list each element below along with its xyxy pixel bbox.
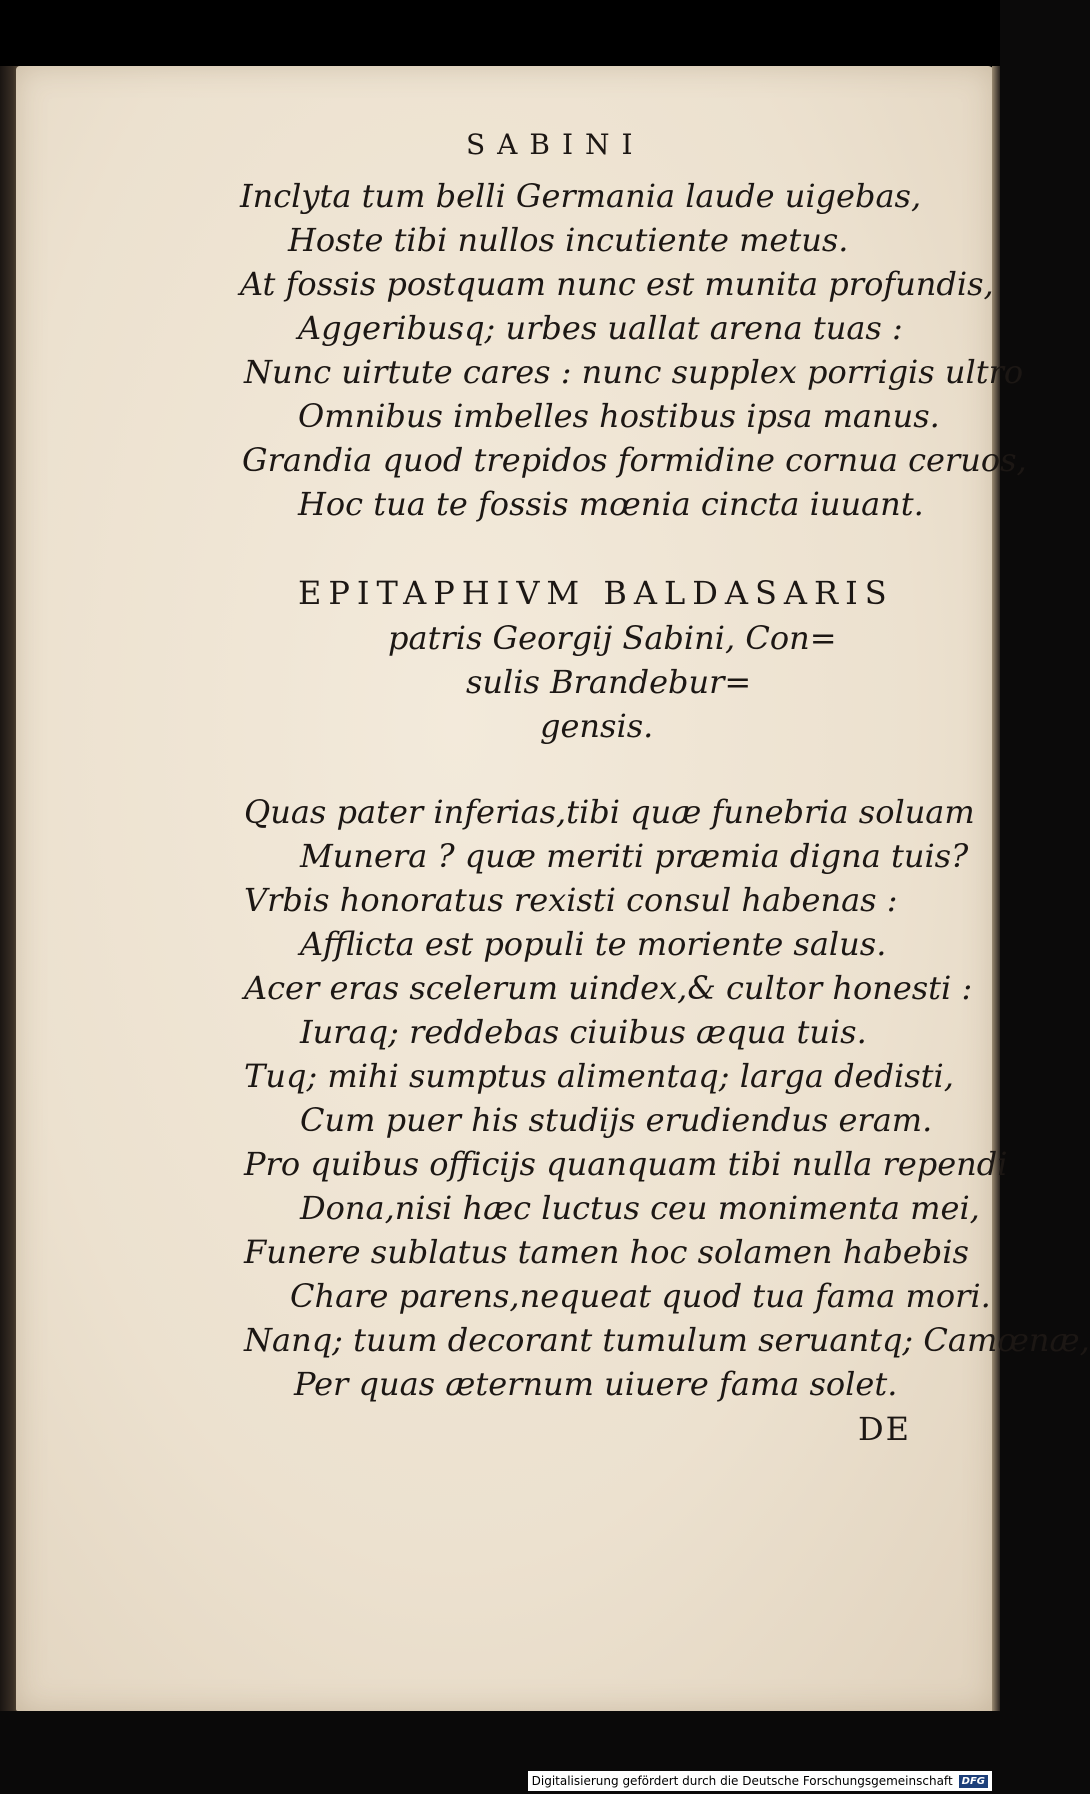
dfg-logo: DFG [959,1775,988,1788]
verse-line: Hoc tua te fossis mœnia cincta iuuant. [298,485,924,523]
verse-line: Munera ? quæ meriti præmia digna tuis? [300,837,969,875]
verse-line: Afflicta est populi te moriente salus. [300,925,887,963]
verse-line: Funere sublatus tamen hoc solamen habebis [244,1233,969,1271]
verse-line: Hoste tibi nullos incutiente metus. [288,221,849,259]
running-head: SABINI [466,128,645,161]
verse-line: Tuq; mihi sumptus alimentaq; larga dedisti, [244,1057,954,1095]
verse-line: Cum puer his studijs erudiendus eram. [300,1101,933,1139]
epitaph-subtitle-line: gensis. [540,707,654,745]
verse-line: Grandia quod trepidos formidine cornua ceruos, [242,441,1027,479]
verse-line: Dona,nisi hæc luctus ceu monimenta mei, [300,1189,980,1227]
epitaph-subtitle-line: sulis Brandebur= [466,663,752,701]
verse-line: Nanq; tuum decorant tumulum seruantq; Camœnæ, [244,1321,1090,1359]
credit-text: Digitalisierung gefördert durch die Deutsche Forschungsgemeinschaft [531,1774,953,1788]
verse-line: Pro quibus officijs quanquam tibi nulla rependi [244,1145,1008,1183]
verse-line: Quas pater inferias,tibi quæ funebria soluam [244,793,975,831]
epitaph-title: EPITAPHIVM BALDASARIS [298,574,894,612]
verse-line: Nunc uirtute cares : nunc supplex porrigis ultro [244,353,1024,391]
verse-line: At fossis postquam nunc est munita profundis, [240,265,994,303]
verse-line: Aggeribusq; urbes uallat arena tuas : [298,309,903,347]
verse-line: Vrbis honoratus rexisti consul habenas : [244,881,898,919]
scan-top-border [0,0,1000,68]
verse-line: Iuraq; reddebas ciuibus æqua tuis. [300,1013,867,1051]
catchword: DE [858,1410,912,1448]
verse-line: Chare parens,nequeat quod tua fama mori. [290,1277,991,1315]
page-edge [992,66,1000,1716]
verse-line: Per quas æternum uiuere fama solet. [294,1365,898,1403]
verse-line: Omnibus imbelles hostibus ipsa manus. [298,397,940,435]
verse-line: Acer eras scelerum uindex,& cultor honesti : [244,969,973,1007]
epitaph-subtitle-line: patris Georgij Sabini, Con= [388,619,837,657]
digitization-credit [528,1771,992,1791]
verse-line: Inclyta tum belli Germania laude uigebas, [240,177,922,215]
